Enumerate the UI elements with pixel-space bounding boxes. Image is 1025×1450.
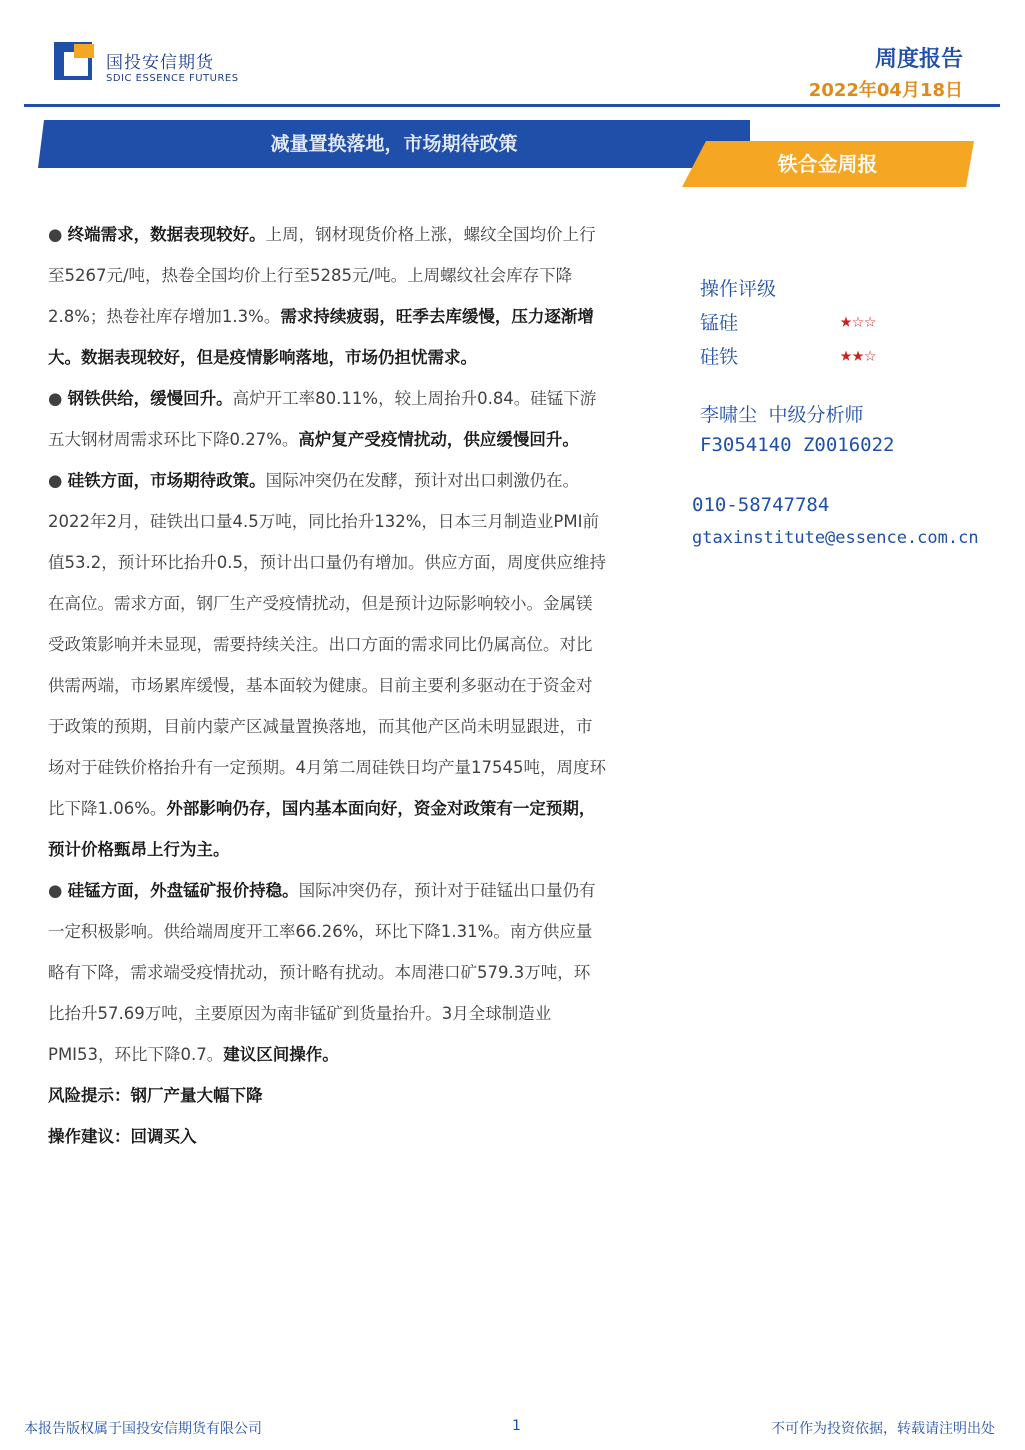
company-name-en: SDIC ESSENCE FUTURES — [106, 73, 239, 84]
rating-title: 操作评级 — [700, 278, 777, 300]
paragraph-demand: ● 终端需求，数据表现较好。上周，钢材现货价格上涨，螺纹全国均价上行至5267元/吨，热卷全国均价上行至5285元/吨。上周螺纹社会库存下降2.8%；热卷社库存增加1.3%。需求持续疲弱，旺季去库缓慢，压力逐渐增大。数据表现较好，但是疫情影响落地，市场仍担忧需求。 — [48, 225, 596, 367]
company-name: 国投安信期货 — [106, 53, 214, 73]
contact-phone: 010-58747784 — [692, 494, 830, 516]
paragraph-ferrosilicon: ● 硅铁方面，市场期待政策。国际冲突仍在发酵，预计对出口刺激仍在。2022年2月，硅铁出口量4.5万吨，同比抬升132%，日本三月制造业PMI前值53.2，预计环比抬升0.5，预计出口量仍有增加。供应方面，周度供应维持在高位。需求方面，钢厂生产受疫情扰动，但是预计边际影响较小。金属镁受政策影响并未显现，需要持续关注。出口方面的需求同比仍属高位。对比供需两端，市场累库缓慢，基本面较为健康。目前主要利多驱动在于资金对于政策的预期，目前内蒙产区减量置换落地，而其他产区尚未明显跟进，市场对于硅铁价格抬升有一定预期。4月第二周硅铁日均产量17545吨，周度环比下降1.06%。外部影响仍存，国内基本面向好，资金对政策有一定预期，预计价格甄昂上行为主。 — [48, 471, 606, 859]
contact-email[interactable]: gtaxinstitute@essence.com.cn — [692, 528, 979, 548]
analyst-license: F3054140 Z0016022 — [700, 434, 895, 456]
rating-stars: ★☆☆ — [840, 308, 877, 332]
report-category: 铁合金周报 — [777, 152, 878, 176]
rating-stars: ★★☆ — [840, 342, 877, 366]
report-type: 周度报告 — [874, 47, 963, 72]
footer-copyright: 本报告版权属于国投安信期货有限公司 — [24, 1421, 262, 1437]
company-logo-icon — [54, 42, 100, 84]
paragraph-supply: ● 钢铁供给，缓慢回升。高炉开工率80.11%，较上周抬升0.84。硅锰下游五大钢材周需求环比下降0.27%。高炉复产受疫情扰动，供应缓慢回升。 — [48, 389, 597, 449]
header-divider — [24, 104, 1000, 107]
footer-disclaimer: 不可作为投资依据，转载请注明出处 — [771, 1421, 995, 1437]
rating-item-name: 锰硅 — [700, 312, 739, 334]
report-body — [48, 214, 606, 1157]
operation-advice: 操作建议：回调买入 — [48, 1127, 197, 1146]
rating-item-name: 硅铁 — [700, 346, 739, 368]
paragraph-silicomanganese: ● 硅锰方面，外盘锰矿报价持稳。国际冲突仍存，预计对于硅锰出口量仍有一定积极影响。供给端周度开工率66.26%，环比下降1.31%。南方供应量略有下降，需求端受疫情扰动，预计略有扰动。本周港口矿579.3万吨，环比抬升57.69万吨，主要原因为南非锰矿到货量抬升。3月全球制造业PMI53，环比下降0.7。建议区间操作。 — [48, 881, 596, 1064]
report-title: 减量置换落地，市场期待政策 — [270, 133, 518, 155]
risk-note: 风险提示：钢厂产量大幅下降 — [48, 1086, 263, 1105]
analyst-name: 李啸尘 中级分析师 — [700, 404, 864, 426]
page-number: 1 — [512, 1418, 521, 1434]
report-date: 2022年04月18日 — [808, 80, 963, 101]
